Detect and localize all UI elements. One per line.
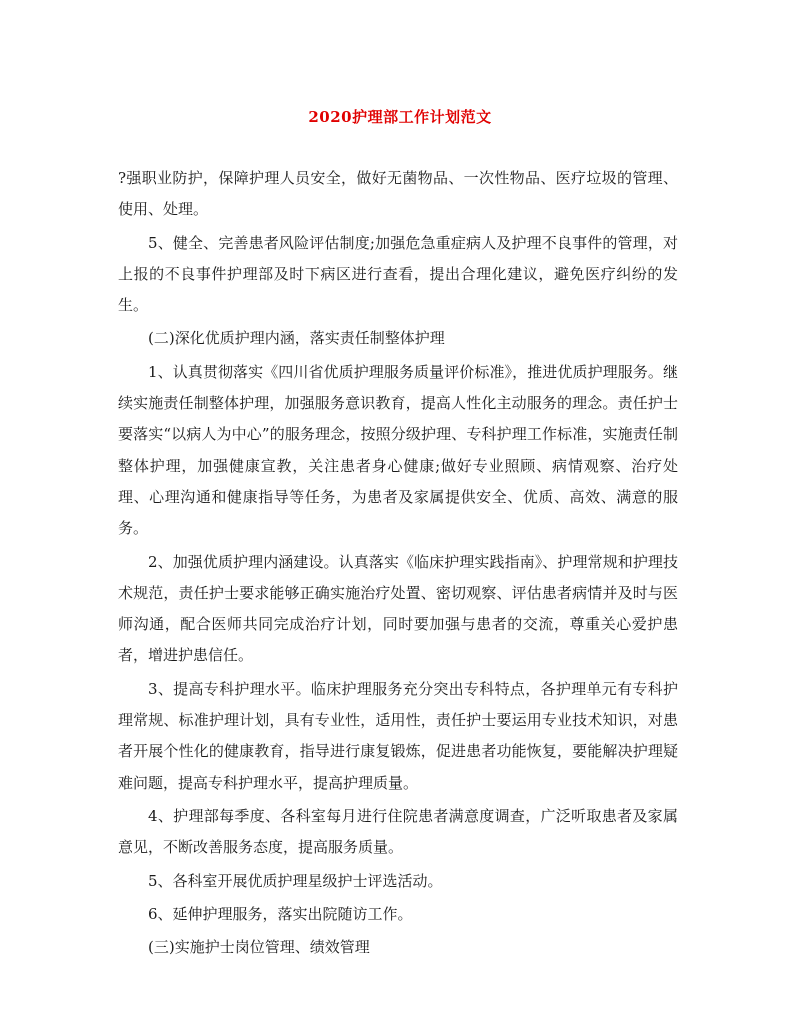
section-heading-2: (二)深化优质护理内涵，落实责任制整体护理 — [148, 329, 445, 348]
paragraph-5: 3、提高专科护理水平。临床护理服务充分突出专科特点，各护理单元有专科护理常规、标准护理计划，具有专业性，适用性，责任护士要运用专业技术知识，对患者开展个性化的健康教育，指导进行康复锻炼，促进患者功能恢复，要能解决护理疑难问题，提高专科护理水平，提高护理质量。 — [118, 679, 678, 792]
paragraph-1: ?强职业防护，保障护理人员安全，做好无菌物品、一次性物品、医疗垃圾的管理、使用、处理。 — [118, 169, 678, 219]
document-title: 2020护理部工作计划范文 — [308, 108, 492, 126]
paragraph-6: 4、护理部每季度、各科室每月进行住院患者满意度调查，广泛听取患者及家属意见，不断改善服务态度，提高服务质量。 — [118, 806, 678, 857]
paragraph-2: 5、健全、完善患者风险评估制度;加强危急重症病人及护理不良事件的管理，对上报的不良事件护理部及时下病区进行查看，提出合理化建议，避免医疗纠纷的发生。 — [118, 233, 678, 315]
section-heading-3: (三)实施护士岗位管理、绩效管理 — [148, 938, 370, 957]
paragraph-4: 2、加强优质护理内涵建设。认真落实《临床护理实践指南》、护理常规和护理技术规范，责任护士要求能够正确实施治疗处置、密切观察、评估患者病情并及时与医师沟通，配合医师共同完成治疗计划，同时要加强与患者的交流，尊重关心爱护患者，增进护患信任。 — [118, 552, 678, 665]
paragraph-8: 6、延伸护理服务，落实出院随访工作。 — [148, 904, 413, 923]
paragraph-3: 1、认真贯彻落实《四川省优质护理服务质量评价标准》，推进优质护理服务。继续实施责任制整体护理，加强服务意识教育，提高人性化主动服务的理念。责任护士要落实“以病人为中心”的服务理念，按照分级护理、专科护理工作标准，实施责任制整体护理，加强健康宣教，关注患者身心健康;做好专业照顾、病情观察、治疗处理、心理沟通和健康指导等任务，为患者及家属提供安全、优质、高效、满意的服务。 — [118, 362, 678, 538]
document-body — [118, 163, 678, 965]
paragraph-7: 5、各科室开展优质护理星级护士评选活动。 — [148, 871, 443, 890]
